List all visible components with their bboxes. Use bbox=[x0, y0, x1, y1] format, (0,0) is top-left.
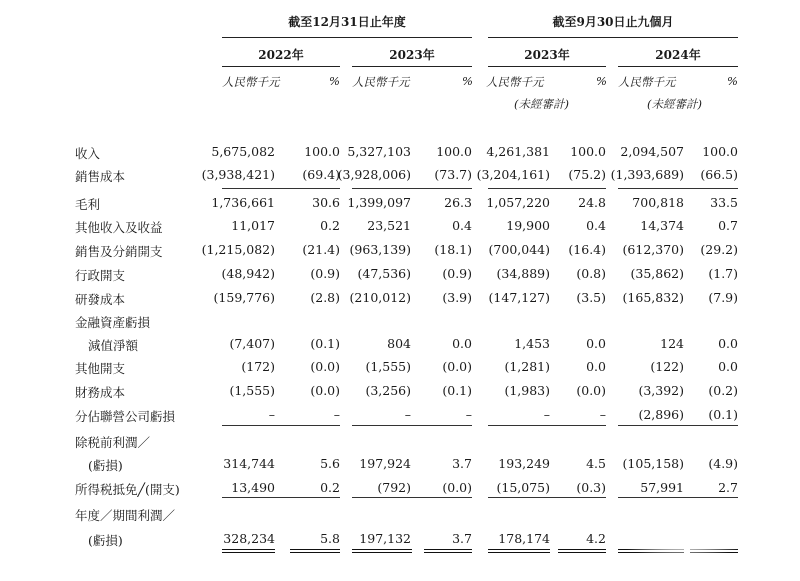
cell-rmb-2023-9m: (1,983) bbox=[504, 383, 550, 398]
cell-pct-2023-9m: (75.2) bbox=[568, 167, 606, 182]
cell-pct-2023-fy: – bbox=[465, 407, 472, 422]
cell-rmb-2023-fy: (3,928,006) bbox=[337, 167, 411, 182]
total-double-rule bbox=[424, 549, 472, 553]
cell-rmb-2024-9m: (105,158) bbox=[622, 456, 684, 471]
cell-pct-2022: 5.8 bbox=[320, 531, 340, 546]
cell-rmb-2023-9m: 1,057,220 bbox=[486, 195, 550, 210]
cell-rmb-2022: 328,234 bbox=[223, 531, 275, 546]
cell-rmb-2022: (172) bbox=[241, 359, 275, 374]
cell-pct-2023-9m: 0.0 bbox=[586, 336, 606, 351]
cell-rmb-2022: (1,555) bbox=[229, 383, 275, 398]
row-label: 銷售成本 bbox=[75, 169, 126, 184]
cell-pct-2022: (0.9) bbox=[310, 266, 340, 281]
subtotal-rule-pretax bbox=[618, 425, 738, 426]
unit-rmb-2024-9m: 人民幣千元 bbox=[618, 75, 676, 89]
cell-rmb-2023-9m: (1,281) bbox=[504, 359, 550, 374]
year-header-2022: 2022年 bbox=[258, 48, 304, 62]
cell-rmb-2022: (3,938,421) bbox=[201, 167, 275, 182]
cell-rmb-2023-9m: 1,453 bbox=[514, 336, 550, 351]
cell-rmb-2022: (159,776) bbox=[213, 290, 275, 305]
row-label: 毛利 bbox=[75, 197, 101, 212]
unaudited-note-2023: (未經審計) bbox=[514, 97, 569, 111]
cell-pct-2023-9m: 24.8 bbox=[578, 195, 606, 210]
cell-rmb-2022: (7,407) bbox=[229, 336, 275, 351]
cell-rmb-2022: 13,490 bbox=[231, 480, 275, 495]
cell-pct-2023-9m: (3.5) bbox=[576, 290, 606, 305]
cell-pct-2024-9m: (29.2) bbox=[700, 242, 738, 257]
cell-rmb-2024-9m: 14,374 bbox=[640, 218, 684, 233]
header-group-nine-months: 截至9月30日止九個月 bbox=[552, 15, 674, 29]
cell-pct-2023-fy: 3.7 bbox=[452, 456, 472, 471]
cell-pct-2022: (69.4) bbox=[302, 167, 340, 182]
cell-pct-2023-9m: – bbox=[599, 407, 606, 422]
subtotal-rule-pretax bbox=[352, 425, 472, 426]
unit-pct-2024-9m: % bbox=[727, 74, 738, 88]
cell-pct-2023-9m: 0.0 bbox=[586, 359, 606, 374]
year-rule-2023-9m bbox=[488, 66, 606, 67]
cell-rmb-2023-9m: (700,044) bbox=[488, 242, 550, 257]
subtotal-rule-pretax bbox=[488, 425, 606, 426]
year-rule-2022 bbox=[222, 66, 340, 67]
cell-pct-2024-9m: (0.1) bbox=[708, 407, 738, 422]
row-label: (虧損) bbox=[88, 458, 123, 473]
cell-rmb-2023-fy: 804 bbox=[387, 336, 411, 351]
cell-rmb-2023-9m: 19,900 bbox=[506, 218, 550, 233]
cell-rmb-2022: 1,736,661 bbox=[211, 195, 275, 210]
cell-pct-2023-fy: 100.0 bbox=[436, 144, 472, 159]
cell-pct-2023-fy: (3.9) bbox=[442, 290, 472, 305]
year-rule-2023-fy bbox=[352, 66, 472, 67]
cell-rmb-2023-fy: 5,327,103 bbox=[347, 144, 411, 159]
row-label: 收入 bbox=[75, 146, 101, 161]
cell-rmb-2022: (48,942) bbox=[221, 266, 275, 281]
cell-pct-2023-fy: (0.0) bbox=[442, 480, 472, 495]
cell-pct-2024-9m: (4.9) bbox=[708, 456, 738, 471]
cell-rmb-2023-fy: (792) bbox=[377, 480, 411, 495]
cell-rmb-2024-9m: 57,991 bbox=[640, 480, 684, 495]
subtotal-rule-tax bbox=[618, 497, 738, 498]
cell-rmb-2023-fy: 23,521 bbox=[367, 218, 411, 233]
header-rule-nine-months bbox=[488, 37, 738, 38]
cell-pct-2024-9m: 0.0 bbox=[718, 359, 738, 374]
cell-pct-2022: 100.0 bbox=[304, 144, 340, 159]
cell-pct-2022: (2.8) bbox=[310, 290, 340, 305]
cell-pct-2024-9m: 2.7 bbox=[718, 480, 738, 495]
subtotal-rule-gross-profit bbox=[618, 188, 738, 189]
cell-rmb-2023-9m: (34,889) bbox=[496, 266, 550, 281]
cell-rmb-2023-fy: 1,399,097 bbox=[347, 195, 411, 210]
unaudited-note-2024: (未經審計) bbox=[647, 97, 702, 111]
cell-rmb-2023-fy: (1,555) bbox=[365, 359, 411, 374]
cell-pct-2022: 5.6 bbox=[320, 456, 340, 471]
cell-pct-2024-9m: (1.7) bbox=[708, 266, 738, 281]
cell-rmb-2023-fy: 197,132 bbox=[359, 531, 411, 546]
cell-rmb-2023-9m: (147,127) bbox=[488, 290, 550, 305]
watermark-smudge bbox=[618, 522, 748, 556]
cell-rmb-2023-9m: 193,249 bbox=[498, 456, 550, 471]
header-group-fiscal-year: 截至12月31日止年度 bbox=[288, 15, 406, 29]
cell-pct-2022: (0.0) bbox=[310, 359, 340, 374]
cell-pct-2024-9m: 33.5 bbox=[710, 195, 738, 210]
cell-pct-2023-9m: (0.3) bbox=[576, 480, 606, 495]
row-label: 行政開支 bbox=[75, 268, 126, 283]
unit-rmb-2022: 人民幣千元 bbox=[222, 75, 280, 89]
cell-rmb-2024-9m: (612,370) bbox=[622, 242, 684, 257]
year-header-2023-fy: 2023年 bbox=[389, 48, 435, 62]
cell-rmb-2023-9m: (15,075) bbox=[496, 480, 550, 495]
cell-rmb-2022: 5,675,082 bbox=[211, 144, 275, 159]
cell-pct-2023-9m: (16.4) bbox=[568, 242, 606, 257]
cell-rmb-2024-9m: (3,392) bbox=[638, 383, 684, 398]
cell-pct-2023-fy: 0.4 bbox=[452, 218, 472, 233]
row-label: 年度／期間利潤／ bbox=[75, 508, 176, 523]
unit-pct-2023-fy: % bbox=[462, 74, 473, 88]
total-double-rule bbox=[352, 549, 412, 553]
row-label: 研發成本 bbox=[75, 292, 126, 307]
subtotal-rule-tax bbox=[352, 497, 472, 498]
subtotal-rule-tax bbox=[222, 497, 340, 498]
cell-rmb-2024-9m: 700,818 bbox=[632, 195, 684, 210]
subtotal-rule-tax bbox=[488, 497, 606, 498]
cell-pct-2024-9m: 0.7 bbox=[718, 218, 738, 233]
cell-pct-2024-9m: (66.5) bbox=[700, 167, 738, 182]
row-label: 其他收入及收益 bbox=[75, 220, 163, 235]
cell-rmb-2023-9m: 4,261,381 bbox=[486, 144, 550, 159]
cell-rmb-2023-fy: (47,536) bbox=[357, 266, 411, 281]
row-label: 財務成本 bbox=[75, 385, 126, 400]
row-label: 所得税抵免╱(開支) bbox=[75, 482, 180, 497]
cell-pct-2023-9m: (0.0) bbox=[576, 383, 606, 398]
cell-rmb-2022: – bbox=[268, 407, 275, 422]
row-label: 減值淨額 bbox=[88, 338, 139, 353]
cell-rmb-2023-9m: 178,174 bbox=[498, 531, 550, 546]
cell-pct-2024-9m: (0.2) bbox=[708, 383, 738, 398]
cell-pct-2022: (0.1) bbox=[310, 336, 340, 351]
cell-rmb-2023-9m: (3,204,161) bbox=[476, 167, 550, 182]
cell-rmb-2022: 314,744 bbox=[223, 456, 275, 471]
cell-pct-2023-9m: 4.5 bbox=[586, 456, 606, 471]
cell-pct-2024-9m: 0.0 bbox=[718, 336, 738, 351]
cell-rmb-2024-9m: 124 bbox=[660, 336, 684, 351]
row-label: 其他開支 bbox=[75, 361, 126, 376]
total-double-rule bbox=[488, 549, 550, 553]
cell-pct-2023-9m: (0.8) bbox=[576, 266, 606, 281]
cell-rmb-2022: 11,017 bbox=[231, 218, 275, 233]
cell-pct-2023-fy: (0.1) bbox=[442, 383, 472, 398]
total-double-rule bbox=[222, 549, 275, 553]
cell-pct-2023-9m: 4.2 bbox=[586, 531, 606, 546]
cell-rmb-2023-fy: – bbox=[404, 407, 411, 422]
cell-pct-2022: 0.2 bbox=[320, 480, 340, 495]
cell-pct-2023-fy: (73.7) bbox=[434, 167, 472, 182]
subtotal-rule-gross-profit bbox=[222, 188, 340, 189]
cell-rmb-2023-9m: – bbox=[543, 407, 550, 422]
cell-rmb-2023-fy: (3,256) bbox=[365, 383, 411, 398]
unit-rmb-2023-fy: 人民幣千元 bbox=[352, 75, 410, 89]
row-label: 分佔聯營公司虧損 bbox=[75, 409, 176, 424]
cell-rmb-2023-fy: 197,924 bbox=[359, 456, 411, 471]
unit-rmb-2023-9m: 人民幣千元 bbox=[486, 75, 544, 89]
subtotal-rule-gross-profit bbox=[488, 188, 606, 189]
total-double-rule bbox=[558, 549, 606, 553]
header-rule-fiscal-year bbox=[222, 37, 472, 38]
row-label: 金融資產虧損 bbox=[75, 315, 151, 330]
unit-pct-2023-9m: % bbox=[596, 74, 607, 88]
cell-pct-2022: – bbox=[333, 407, 340, 422]
unit-pct-2022: % bbox=[329, 74, 340, 88]
cell-pct-2024-9m: (7.9) bbox=[708, 290, 738, 305]
cell-pct-2023-9m: 100.0 bbox=[570, 144, 606, 159]
cell-rmb-2024-9m: (2,896) bbox=[638, 407, 684, 422]
cell-pct-2022: 0.2 bbox=[320, 218, 340, 233]
cell-pct-2023-9m: 0.4 bbox=[586, 218, 606, 233]
row-label: 銷售及分銷開支 bbox=[75, 244, 163, 259]
cell-rmb-2024-9m: 2,094,507 bbox=[620, 144, 684, 159]
year-header-2024-9m: 2024年 bbox=[655, 48, 701, 62]
row-label: (虧損) bbox=[88, 533, 123, 548]
subtotal-rule-gross-profit bbox=[352, 188, 472, 189]
cell-rmb-2023-fy: (210,012) bbox=[349, 290, 411, 305]
year-rule-2024-9m bbox=[618, 66, 738, 67]
cell-rmb-2024-9m: (165,832) bbox=[622, 290, 684, 305]
cell-pct-2023-fy: (0.0) bbox=[442, 359, 472, 374]
year-header-2023-9m: 2023年 bbox=[524, 48, 570, 62]
cell-pct-2023-fy: 3.7 bbox=[452, 531, 472, 546]
row-label: 除税前利潤／ bbox=[75, 435, 151, 450]
total-double-rule bbox=[290, 549, 340, 553]
cell-rmb-2022: (1,215,082) bbox=[201, 242, 275, 257]
cell-pct-2022: (21.4) bbox=[302, 242, 340, 257]
cell-rmb-2024-9m: (35,862) bbox=[630, 266, 684, 281]
cell-rmb-2024-9m: (1,393,689) bbox=[610, 167, 684, 182]
cell-pct-2024-9m: 100.0 bbox=[702, 144, 738, 159]
cell-pct-2023-fy: (0.9) bbox=[442, 266, 472, 281]
cell-pct-2023-fy: 26.3 bbox=[444, 195, 472, 210]
cell-rmb-2024-9m: (122) bbox=[650, 359, 684, 374]
cell-pct-2023-fy: (18.1) bbox=[434, 242, 472, 257]
cell-pct-2022: (0.0) bbox=[310, 383, 340, 398]
cell-rmb-2023-fy: (963,139) bbox=[349, 242, 411, 257]
cell-pct-2022: 30.6 bbox=[312, 195, 340, 210]
subtotal-rule-pretax bbox=[222, 425, 340, 426]
cell-pct-2023-fy: 0.0 bbox=[452, 336, 472, 351]
